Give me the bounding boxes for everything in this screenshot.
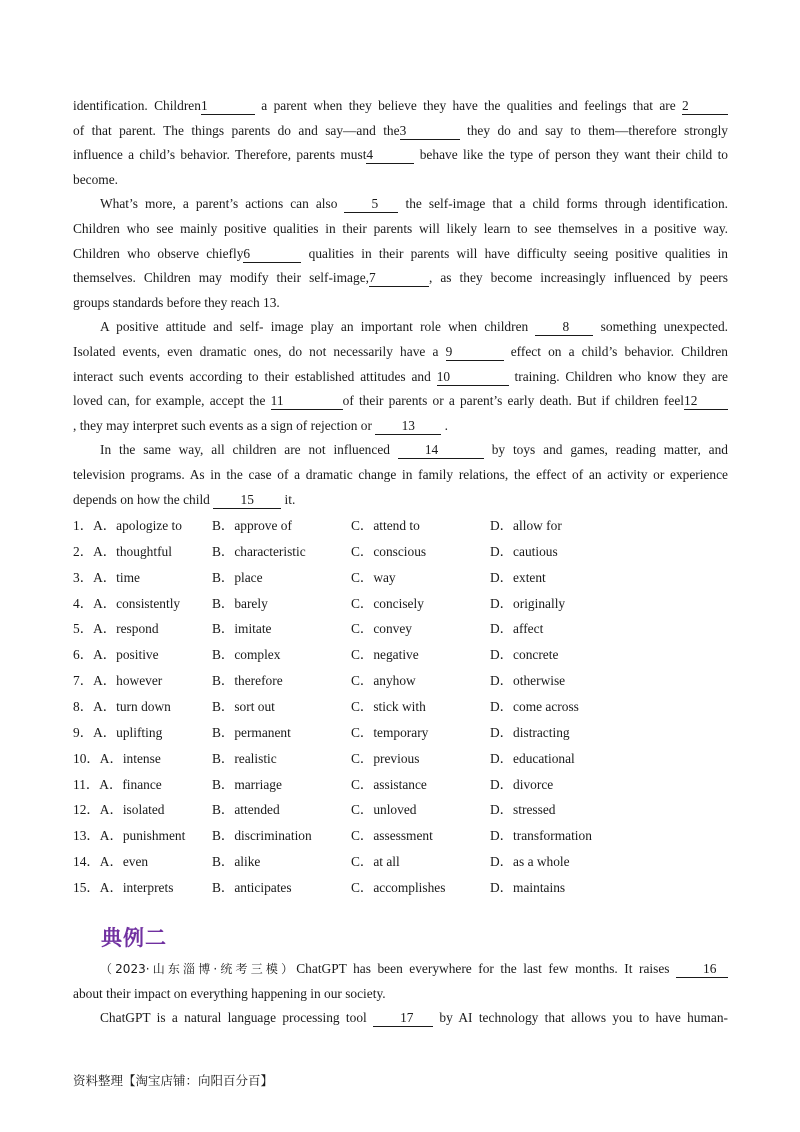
passage-line: themselves. Children may modify their self-image,7 , as they become increasingly influenced by peers	[73, 270, 728, 286]
option-row: 6．A．positive B．complex C．negative D．concrete	[73, 647, 559, 663]
passage-line: What’s more, a parent’s actions can also 5 the self-image that a child forms through identification.	[100, 196, 728, 212]
passage-line: Isolated events, even dramatic ones, do not necessarily have a 9 effect on a child’s behavior. Children	[73, 343, 728, 359]
cloze-passage	[73, 94, 728, 901]
option-row: 11．A．finance B．marriage C．assistance D．divorce	[73, 776, 554, 792]
option-row: 12．A．isolated B．attended C．unloved D．stressed	[73, 802, 556, 818]
option-row: 1．A．apologize to B．approve of C．attend to D．allow for	[73, 518, 562, 534]
option-row: 3．A．time B．place C．way D．extent	[73, 569, 546, 585]
option-row: 10．A．intense B．realistic C．previous D．educational	[73, 750, 575, 766]
passage-line: （2023·山东淄博·统考三模）ChatGPT has been everywhere for the last few months. It raises 16	[73, 957, 728, 982]
blank-9: 9	[446, 344, 504, 361]
passage-line: ChatGPT is a natural language processing tool 17 by AI technology that allows you to have human-	[100, 1010, 728, 1026]
passage-line: Children who observe chiefly6 qualities in their parents will have difficulty seeing positive qualities in	[73, 245, 728, 261]
blank-15: 15	[213, 492, 281, 509]
passage-line: become.	[73, 171, 118, 187]
blank-14: 14	[398, 442, 484, 459]
blank-12: 12	[684, 393, 728, 410]
example-heading: 典例二	[101, 926, 167, 950]
passage-line: loved can, for example, accept the 11 of their parents or a parent’s early death. But if children feel12	[73, 389, 728, 414]
passage-line: interact such events according to their established attitudes and 10 training. Children who know they are	[73, 368, 728, 384]
option-row: 5．A．respond B．imitate C．convey D．affect	[73, 621, 544, 637]
passage-line: television programs. As in the case of a dramatic change in family relations, the effect of an activity or experience	[73, 466, 728, 482]
example2-passage	[73, 957, 728, 1031]
passage-line: Children who see mainly positive qualities in their parents will likely learn to see themselves in a positive way.	[73, 220, 728, 236]
blank-13: 13	[375, 418, 441, 435]
passage-line: about their impact on everything happening in our society.	[73, 985, 386, 1001]
option-row: 15．A．interprets B．anticipates C．accomplishes D．maintains	[73, 879, 566, 895]
passage-line: In the same way, all children are not influenced 14 by toys and games, reading matter, and	[100, 442, 728, 458]
blank-16: 16	[676, 961, 728, 978]
option-row: 8．A．turn down B．sort out C．stick with D．come across	[73, 699, 579, 714]
option-row: 13．A．punishment B．discrimination C．assessment D．transformation	[73, 828, 592, 844]
passage-line: influence a child’s behavior. Therefore, parents must4 behave like the type of person they want their child to	[73, 147, 728, 163]
blank-17: 17	[373, 1010, 433, 1027]
source-tag: （2023·山东淄博·统考三模）	[100, 962, 297, 976]
passage-line: of that parent. The things parents do and say—and the3 they do and say to them—therefore strongly	[73, 122, 728, 138]
blank-8: 8	[535, 319, 593, 336]
blank-7: 7	[369, 270, 429, 287]
passage-line: , they may interpret such events as a sign of rejection or 13 .	[73, 417, 449, 433]
blank-2: 2	[682, 98, 728, 115]
passage-line: depends on how the child 15 it.	[73, 491, 296, 507]
blank-4: 4	[366, 147, 414, 164]
option-row: 4．A．consistently B．barely C．concisely D．originally	[73, 595, 566, 611]
option-row: 7．A．however B．therefore C．anyhow D．otherwise	[73, 673, 566, 689]
options-list	[73, 513, 728, 901]
passage-line: groups standards before they reach 13.	[73, 294, 280, 310]
passage-line: A positive attitude and self- image play an important role when children 8 something unexpected.	[100, 319, 728, 335]
blank-1: 1	[201, 98, 255, 115]
option-row: 9．A．uplifting B．permanent C．temporary D．distracting	[73, 724, 570, 740]
option-row: 14．A．even B．alike C．at all D．as a whole	[73, 854, 570, 870]
passage-line: identification. Children1 a parent when they believe they have the qualities and feelings that are 2	[73, 94, 728, 119]
page-footer: 资料整理【淘宝店铺：向阳百分百】	[73, 1073, 274, 1088]
blank-11: 11	[271, 393, 343, 410]
option-row: 2．A．thoughtful B．characteristic C．conscious D．cautious	[73, 543, 558, 559]
blank-10: 10	[437, 369, 509, 386]
blank-6: 6	[243, 246, 301, 263]
blank-5: 5	[344, 196, 398, 213]
blank-3: 3	[400, 123, 460, 140]
